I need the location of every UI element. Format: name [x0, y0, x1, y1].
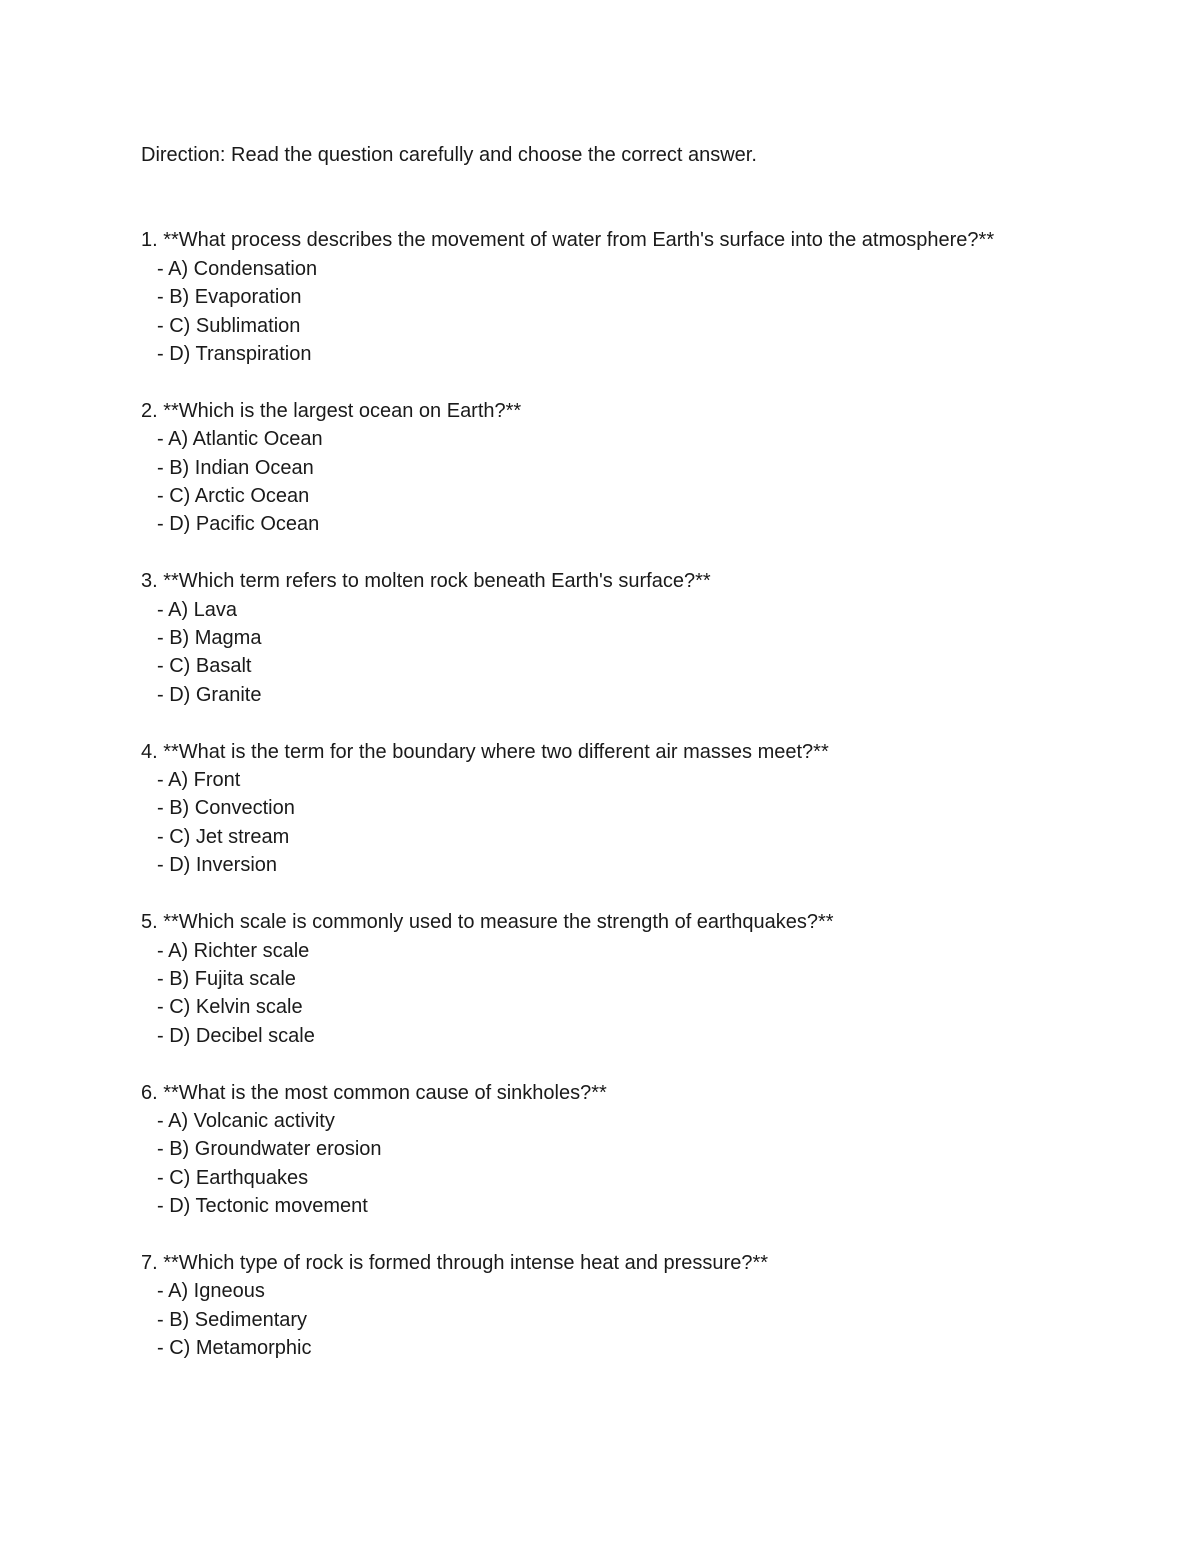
question-text: 3. **Which term refers to molten rock beneath Earth's surface?**: [141, 570, 711, 593]
option-c: - C) Arctic Ocean: [157, 485, 310, 508]
option-a: - A) Lava: [157, 598, 238, 621]
question-5: [141, 908, 1061, 1050]
option-c: - C) Sublimation: [157, 314, 301, 337]
option-b: - B) Indian Ocean: [157, 456, 314, 479]
option-d: - D) Transpiration: [157, 343, 312, 366]
question-7: [141, 1249, 1061, 1363]
option-c: - C) Metamorphic: [157, 1337, 312, 1360]
option-a: - A) Front: [157, 769, 241, 792]
option-c: - C) Jet stream: [157, 825, 290, 848]
option-d: - D) Decibel scale: [157, 1024, 315, 1047]
direction-text: Direction: Read the question carefully and choose the correct answer.: [141, 144, 757, 166]
question-3: [141, 567, 1061, 709]
option-b: - B) Magma: [157, 627, 262, 650]
question-text: 7. **Which type of rock is formed through intense heat and pressure?**: [141, 1251, 769, 1274]
option-c: - C) Basalt: [157, 655, 252, 678]
question-text: 1. **What process describes the movement of water from Earth's surface into the atmosphere?**: [141, 229, 995, 252]
question-text: 2. **Which is the largest ocean on Earth?**: [141, 399, 522, 422]
option-b: - B) Evaporation: [157, 286, 302, 309]
question-6: [141, 1079, 1061, 1221]
document-content: [141, 141, 1061, 1391]
option-a: - A) Igneous: [157, 1280, 265, 1303]
option-list: [141, 596, 1061, 710]
question-text: 6. **What is the most common cause of sinkholes?**: [141, 1081, 607, 1104]
question-text: 4. **What is the term for the boundary where two different air masses meet?**: [141, 740, 829, 763]
option-a: - A) Condensation: [157, 257, 318, 280]
question-text: 5. **Which scale is commonly used to measure the strength of earthquakes?**: [141, 911, 834, 934]
option-b: - B) Convection: [157, 797, 295, 820]
question-4: [141, 738, 1061, 880]
option-d: - D) Inversion: [157, 854, 278, 877]
option-c: - C) Kelvin scale: [157, 996, 303, 1019]
question-list: [141, 226, 1061, 1362]
option-list: [141, 425, 1061, 539]
option-list: [141, 1107, 1061, 1221]
option-b: - B) Sedimentary: [157, 1308, 308, 1331]
question-1: [141, 226, 1061, 368]
option-c: - C) Earthquakes: [157, 1166, 309, 1189]
option-list: [141, 1277, 1061, 1362]
option-d: - D) Granite: [157, 683, 262, 706]
option-d: - D) Tectonic movement: [157, 1195, 368, 1218]
option-a: - A) Volcanic activity: [157, 1109, 335, 1132]
option-list: [141, 766, 1061, 880]
option-list: [141, 937, 1061, 1051]
option-a: - A) Richter scale: [157, 939, 310, 962]
option-b: - B) Groundwater erosion: [157, 1138, 382, 1161]
option-d: - D) Pacific Ocean: [157, 513, 320, 536]
question-2: [141, 397, 1061, 539]
option-b: - B) Fujita scale: [157, 967, 296, 990]
option-list: [141, 255, 1061, 369]
option-a: - A) Atlantic Ocean: [157, 428, 323, 451]
